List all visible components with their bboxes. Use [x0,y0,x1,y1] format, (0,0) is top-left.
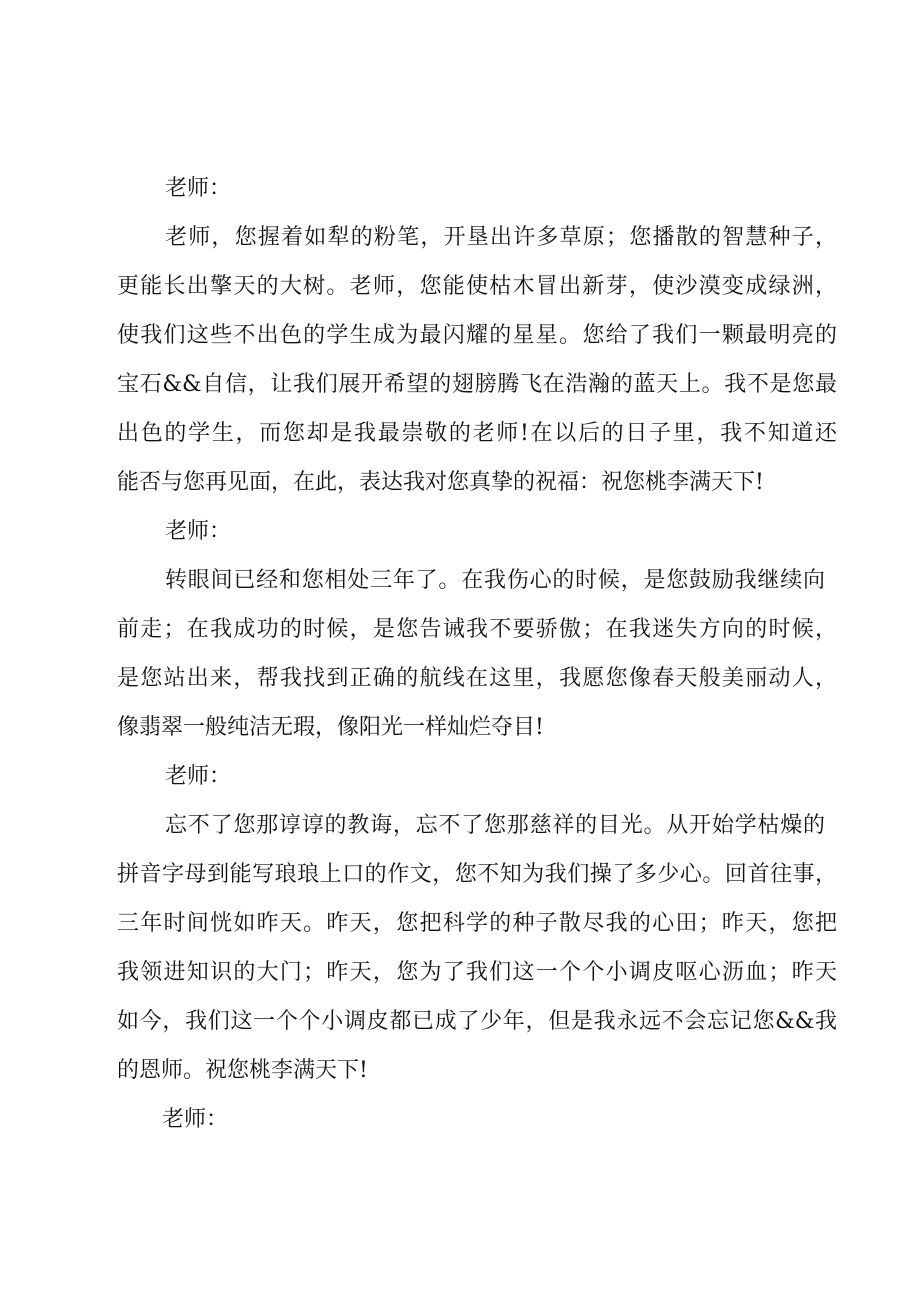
paragraph-3-line-4: 我领进知识的大门；昨天，您为了我们这一个个小调皮呕心沥血；昨天 [117,960,837,985]
salutation-3: 老师： [165,764,232,789]
paragraph-1-line-1: 老师，您握着如犁的粉笔，开垦出许多草原；您播散的智慧种子， [165,225,837,250]
paragraph-1-line-4: 宝石&&自信，让我们展开希望的翅膀腾飞在浩瀚的蓝天上。我不是您最 [117,372,837,397]
paragraph-2-line-2: 前走；在我成功的时候，是您告诫我不要骄傲；在我迷失方向的时候， [117,617,837,642]
paragraph-1-line-6: 能否与您再见面，在此，表达我对您真挚的祝福：祝您桃李满天下! [117,470,764,495]
paragraph-2-line-4: 像翡翠一般纯洁无瑕，像阳光一样灿烂夺目! [117,715,544,740]
paragraph-1-line-5: 出色的学生，而您却是我最崇敬的老师!在以后的日子里，我不知道还 [117,421,837,446]
paragraph-3-line-2: 拼音字母到能写琅琅上口的作文，您不知为我们操了多少心。回首往事， [117,862,837,887]
paragraph-3-line-6: 的恩师。祝您桃李满天下! [117,1058,368,1083]
paragraph-2-line-1: 转眼间已经和您相处三年了。在我伤心的时候，是您鼓励我继续向 [165,568,825,593]
salutation-4: 老师： [162,1107,229,1132]
paragraph-1-line-2: 更能长出擎天的大树。老师，您能使枯木冒出新芽，使沙漠变成绿洲， [117,274,837,299]
salutation-2: 老师： [165,519,232,544]
paragraph-3-line-1: 忘不了您那谆谆的教诲，忘不了您那慈祥的目光。从开始学枯燥的 [165,813,825,838]
paragraph-3-line-3: 三年时间恍如昨天。昨天，您把科学的种子散尽我的心田；昨天，您把 [117,911,837,936]
paragraph-1-line-3: 使我们这些不出色的学生成为最闪耀的星星。您给了我们一颗最明亮的 [117,323,837,348]
paragraph-3-line-5: 如今，我们这一个个小调皮都已成了少年，但是我永远不会忘记您&&我 [117,1009,837,1034]
paragraph-2-line-3: 是您站出来，帮我找到正确的航线在这里，我愿您像春天般美丽动人， [117,666,837,691]
salutation-1: 老师： [165,176,232,201]
